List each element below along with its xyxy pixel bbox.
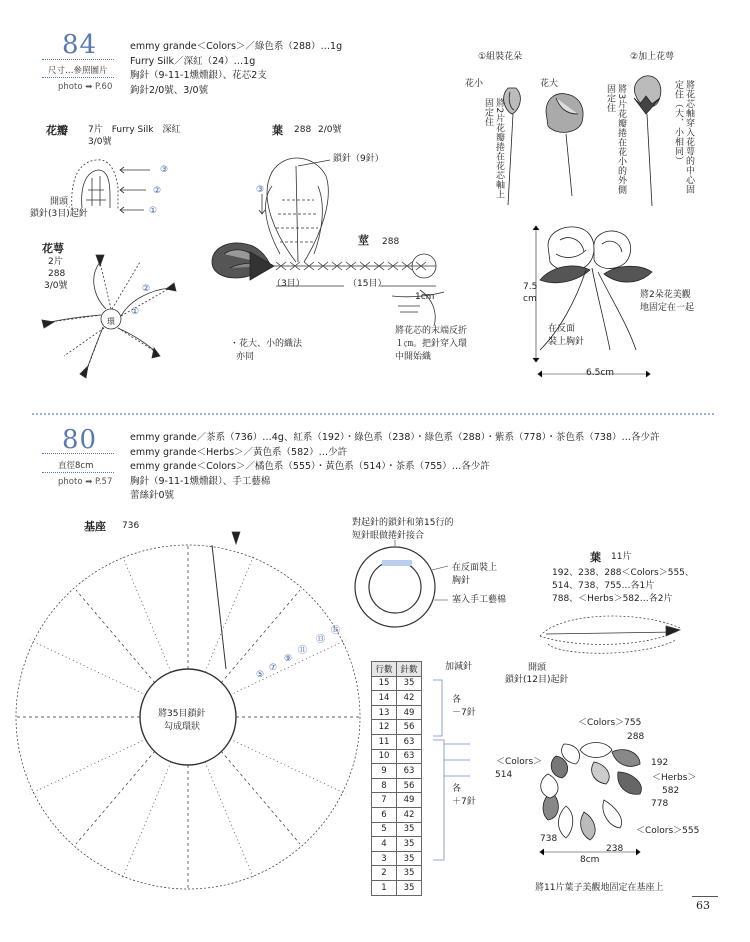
row-number-cell: 12 [372,720,397,735]
leaf-hook: 2/0號 [318,125,342,135]
leaves-color-line: 788、＜Herbs＞582…各2片 [552,594,673,604]
row-number-cell: 9 [372,764,397,779]
stem-chain-3: （3目） [272,279,305,289]
row-number-cell: 15 [372,676,397,691]
calyx-color: 288 [48,269,66,279]
wreath-label-192: 192 [651,758,669,768]
material-line: emmy grande／茶系（736）…4g、紅系（192）・綠色系（238）・綠色系（288）・紫系（778）・茶色系（738）…各少許 [130,432,660,443]
leaves-title: 葉 [590,551,601,564]
assemble-1-note-a: 將2片花瓣捲在花芯軸上固定住 [483,98,504,200]
material-line: emmy grande＜Herbs＞／黃色系（582）…少許 [130,446,348,458]
flower-large-label: 花大 [540,79,559,89]
wreath-note: 將11片葉子美觀地固定在基座上 [535,883,664,893]
leaf-80-chart [540,616,680,653]
row-number-cell: 4 [372,837,397,852]
assembly-small-flower [504,88,521,205]
table-header: 針數 [397,662,422,677]
finish-back-line: 裝上胸針 [548,337,585,347]
stem-1cm: 1cm [415,292,435,302]
finish-height-unit: cm [523,294,537,304]
stem-title: 莖 [358,234,369,247]
calyx-round-2: ② [142,284,151,294]
project-84-number: 84 [62,30,98,60]
petal-start-chain: 鎖針(3目)起針 [30,209,88,219]
stem-note-line: 中開始織 [395,352,432,362]
finish-note-line: 地固定在一起 [640,303,695,313]
stem-note-line: １㎝。把針穿入環 [395,339,468,349]
inc-line: 各 [452,784,462,794]
assemble-1-title: ①組裝花朵 [478,52,523,62]
row-number-cell: 5 [372,822,397,837]
material-line: 胸針（9-11-1燻燻銀）、手工藝棉 [130,475,271,487]
base-round-13: ⑬ [316,635,326,645]
finish-height: 7.5 [523,282,538,292]
wreath-label-555: ＜Colors＞555 [636,826,700,836]
wreath-label-288: 288 [627,732,645,742]
calyx-hook: 3/0號 [44,281,68,291]
table-header: 行數 [372,662,397,677]
wreath-drawing [540,743,641,856]
row-number-cell: 2 [372,866,397,881]
assembly-large-flower [546,94,583,196]
petal-round-2: ② [153,186,162,196]
leaves-color-line: 514、738、755…各1片 [552,581,655,591]
row-number-cell: 13 [372,705,397,720]
base-title: 基座 [84,520,106,533]
row-number-cell: 3 [372,851,397,866]
material-line: 胸針（9-11-1燻燻銀）、花芯2支 [130,70,267,81]
material-line: emmy grande＜Colors＞／橘色系（555）・黃色系（514）・茶系（755）…各少許 [130,461,490,472]
leaf-round-3: ③ [256,185,265,195]
calyx-ring: 環 [107,317,115,326]
wreath-label-738: 738 [540,834,558,844]
petal-round-1: ① [149,206,158,216]
stitch-count-cell: 35 [397,822,422,837]
calyx-title: 花萼 [42,242,64,255]
row-number-cell: 11 [372,734,397,749]
wreath-label-herbs: ＜Herbs＞ [652,773,697,783]
stem-color: 288 [382,237,400,247]
row-number-cell: 1 [372,880,397,895]
assembly-calyx-flower [634,76,661,206]
wreath-label-238: 238 [606,844,624,854]
base-round-9: ⑨ [284,654,293,664]
row-number-cell: 8 [372,778,397,793]
stitch-count-cell: 49 [397,705,422,720]
ring-note-line: 短針眼做捲針接合 [352,531,425,541]
wreath-width: 8cm [580,855,600,865]
base-round-7: ⑦ [269,663,278,673]
leaf-chain: 鎖針（9針） [333,154,384,164]
petal-start: 開頭 [50,197,69,207]
stitch-count-cell: 35 [397,837,422,852]
stem-note-line: 將花芯的末端反折 [395,326,468,336]
project-80-number: 80 [62,425,98,455]
size-note-line: 亦同 [236,352,255,362]
leaves-color-line: 192、238、288＜Colors＞555、 [552,568,694,578]
finish-note-line: 將2朵花美觀 [640,290,691,300]
size-label-80: 直徑8cm [58,461,94,471]
page-number: 63 [696,899,710,912]
ring-back-line: 胸針 [452,576,471,586]
wreath-label-514: 514 [495,770,513,780]
wreath-label-755: ＜Colors＞755 [578,718,642,728]
row-number-cell: 14 [372,691,397,706]
dec-line: 各 [452,695,462,705]
stitch-count-cell: 35 [397,866,422,881]
petal-hook: 3/0號 [88,137,112,147]
stitch-count-cell: 35 [397,851,422,866]
calyx-count: 2片 [48,257,63,267]
size-label-84: 尺寸…參照圖片 [48,66,108,76]
calyx-round-1: ① [131,307,140,317]
size-note-line: ・花大、小的織法 [230,339,303,349]
photo-ref-84: photo ➡ P.60 [58,82,113,92]
base-center-line: 勾成環狀 [164,722,201,732]
ring-diagram [355,540,448,627]
petal-title: 花瓣 [46,124,68,137]
flower-small-label: 花小 [465,79,484,89]
stitch-count-cell: 49 [397,793,422,808]
stitch-count-cell: 35 [397,676,422,691]
row-number-cell: 6 [372,807,397,822]
base-round-5: ⑤ [256,670,265,680]
wreath-label-778: 778 [651,799,669,809]
base-center-line: 將35目鎖針 [158,709,206,719]
stitch-count-cell: 35 [397,880,422,895]
material-line: emmy grande＜Colors＞／綠色系（288）…1g [130,41,343,52]
finished-brooch [533,226,652,377]
leaf-title: 葉 [272,124,283,137]
leaf-chart [259,158,330,262]
wreath-label-582: 582 [662,786,680,796]
base-round-15: ⑮ [331,626,341,636]
assemble-1-note-b: 將3片花瓣捲在花小的外側固定住 [605,84,626,195]
finish-back-line: 在反面 [548,324,576,334]
leaf-color: 288 [294,125,312,135]
stitch-count-cell: 56 [397,778,422,793]
ring-note-line: 對起針的鎖針和第15行的 [352,518,454,528]
leaves-start-chain: 鎖針(12目)起針 [505,675,569,685]
leaves-count: 11片 [611,552,632,562]
material-line: 鉤針2/0號、3/0號 [130,84,209,96]
stitch-count-cell: 56 [397,720,422,735]
stem-chain-15: （15目） [348,279,387,289]
ring-cotton: 塞入手工藝棉 [452,595,507,605]
wreath-label-colors: ＜Colors＞ [496,757,543,767]
leaves-start: 開頭 [528,663,547,673]
stem-chart [274,254,444,326]
finish-width: 6.5cm [586,368,615,378]
row-number-cell: 7 [372,793,397,808]
table-header-change: 加減針 [445,662,473,672]
stitch-count-cell: 63 [397,734,422,749]
petal-round-3: ③ [160,165,169,175]
ring-back-line: 在反面裝上 [452,563,498,573]
inc-line: ＋7針 [452,797,476,807]
table-braces [433,680,470,860]
stitch-count-cell: 42 [397,807,422,822]
petal-desc: 7片 Furry Silk 深紅 [88,125,181,135]
base-round-11: ⑪ [298,646,308,656]
base-chart [16,532,360,889]
photo-ref-80: photo ➡ P.57 [58,477,113,487]
material-line: 蕾絲針0號 [130,490,175,501]
assemble-2-title: ②加上花萼 [630,52,675,62]
material-line: Furry Silk／深紅（24）…1g [130,55,256,67]
row-number-cell: 10 [372,749,397,764]
petal-chart [66,160,150,213]
assemble-2-note: 將花芯軸穿入花萼的中心固定住（大、小相同） [673,80,694,194]
stitch-count-cell: 42 [397,691,422,706]
stitch-count-cell: 63 [397,764,422,779]
dec-line: －7針 [452,708,476,718]
stitch-count-cell: 63 [397,749,422,764]
calyx-chart [42,255,176,378]
rosebud-drawing [212,243,274,280]
base-color: 736 [122,521,140,531]
